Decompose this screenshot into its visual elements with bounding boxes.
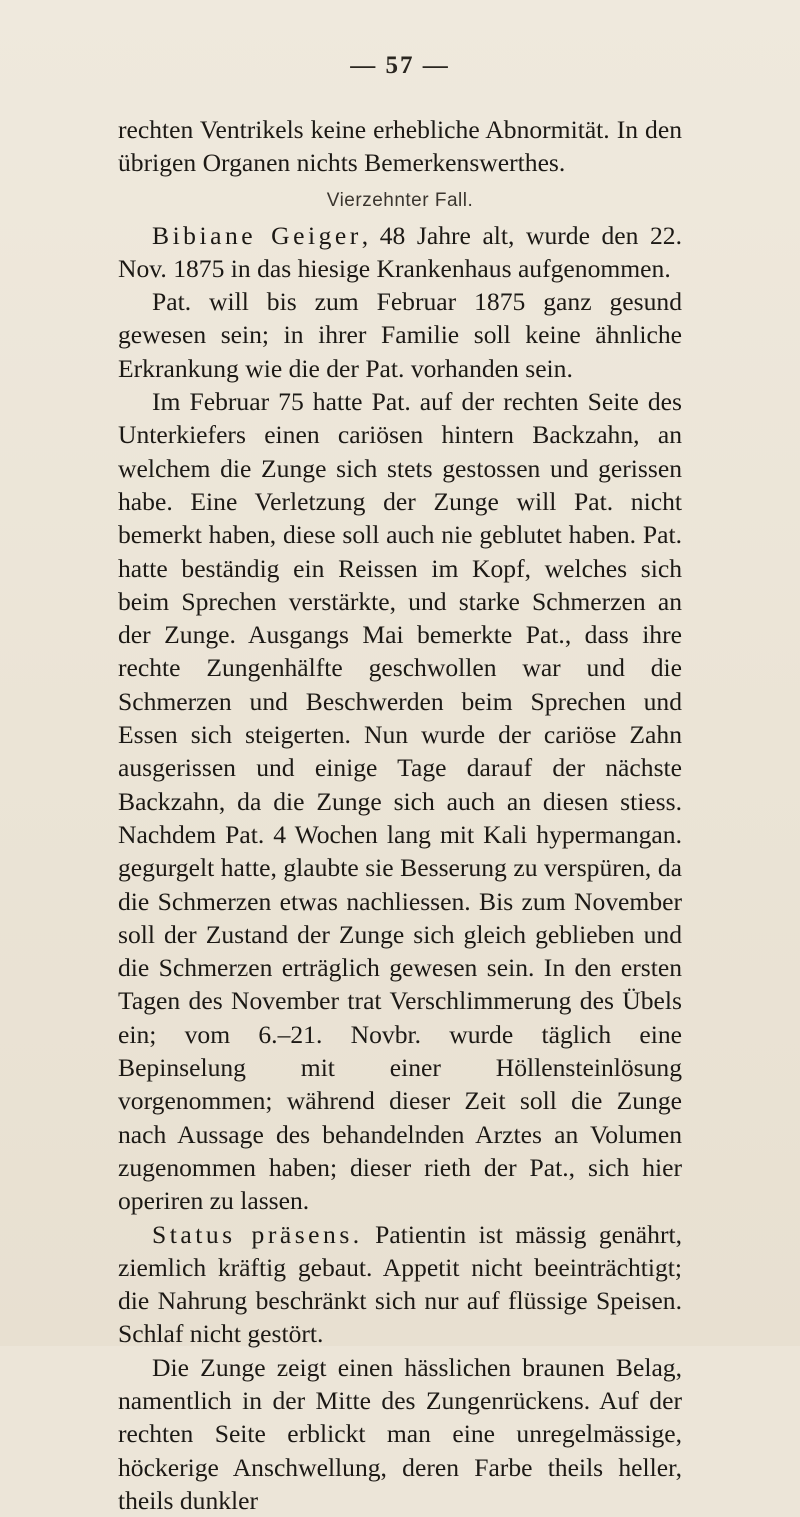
paragraph-tongue: Die Zunge zeigt einen hässlichen braunen Belag, namentlich in der Mitte des Zungenrückens. Auf der rechten Seite erblickt man eine unregelmässige, höckerige Anschwellung, deren Farbe theils heller, theils dunkler	[118, 1352, 682, 1515]
paragraph-patient-intro	[118, 219, 682, 286]
patient-intro-text: , 48 Jahre alt, wurde den 22. Nov. 1875 in das hiesige Krankenhaus aufgenommen.	[118, 220, 682, 283]
status-praesens-label: Status präsens.	[152, 1219, 363, 1249]
paragraph-status	[118, 1218, 682, 1351]
paragraph-continuation: rechten Ventrikels keine erhebliche Abnormität. In den übrigen Organen nichts Bemerkenswerthes.	[118, 115, 682, 178]
body-text	[118, 113, 682, 1517]
status-praesens-text: Patientin ist mässig genährt, ziemlich kräftig gebaut. Appetit nicht beeinträchtigt; die Nahrung beschränkt sich nur auf flüssige Speisen. Schlaf nicht gestört.	[118, 1219, 682, 1349]
patient-name: Bibiane Geiger	[152, 220, 362, 250]
page-number: — 57 —	[350, 52, 450, 79]
paragraph-history: Pat. will bis zum Februar 1875 ganz gesund gewesen sein; in ihrer Familie soll keine ähnliche Erkrankung wie die der Pat. vorhanden sein.	[118, 287, 682, 383]
case-heading: Vierzehnter Fall.	[326, 189, 474, 211]
paragraph-course: Im Februar 75 hatte Pat. auf der rechten Seite des Unterkiefers einen cariösen hintern Backzahn, an welchem die Zunge sich stets gestossen und gerissen habe. Eine Verletzung der Zunge will Pat. nicht bemerkt haben, diese soll auch nie geblutet haben. Pat. hatte beständig ein Reissen im Kopf, welches sich beim Sprechen verstärkte, und starke Schmerzen an der Zunge. Ausgangs Mai bemerkte Pat., dass ihre rechte Zungenhälfte geschwollen war und die Schmerzen und Beschwerden beim Sprechen und Essen sich steigerten. Nun wurde der cariöse Zahn ausgerissen und einige Tage darauf der nächste Backzahn, da die Zunge sich auch an diesen stiess. Nachdem Pat. 4 Wochen lang mit Kali hypermangan. gegurgelt hatte, glaubte sie Besserung zu verspüren, da die Schmerzen etwas nachliessen. Bis zum November soll der Zustand der Zunge sich gleich geblieben und die Schmerzen erträglich gewesen sein. In den ersten Tagen des November trat Verschlimmerung des Übels ein; vom 6.–21. Novbr. wurde täglich eine Bepinselung mit einer Höllensteinlösung vorgenommen; während dieser Zeit soll die Zunge nach Aussage des behandelnden Arztes an Volumen zugenommen haben; dieser rieth der Pat., sich hier operiren zu lassen.	[118, 387, 682, 1216]
